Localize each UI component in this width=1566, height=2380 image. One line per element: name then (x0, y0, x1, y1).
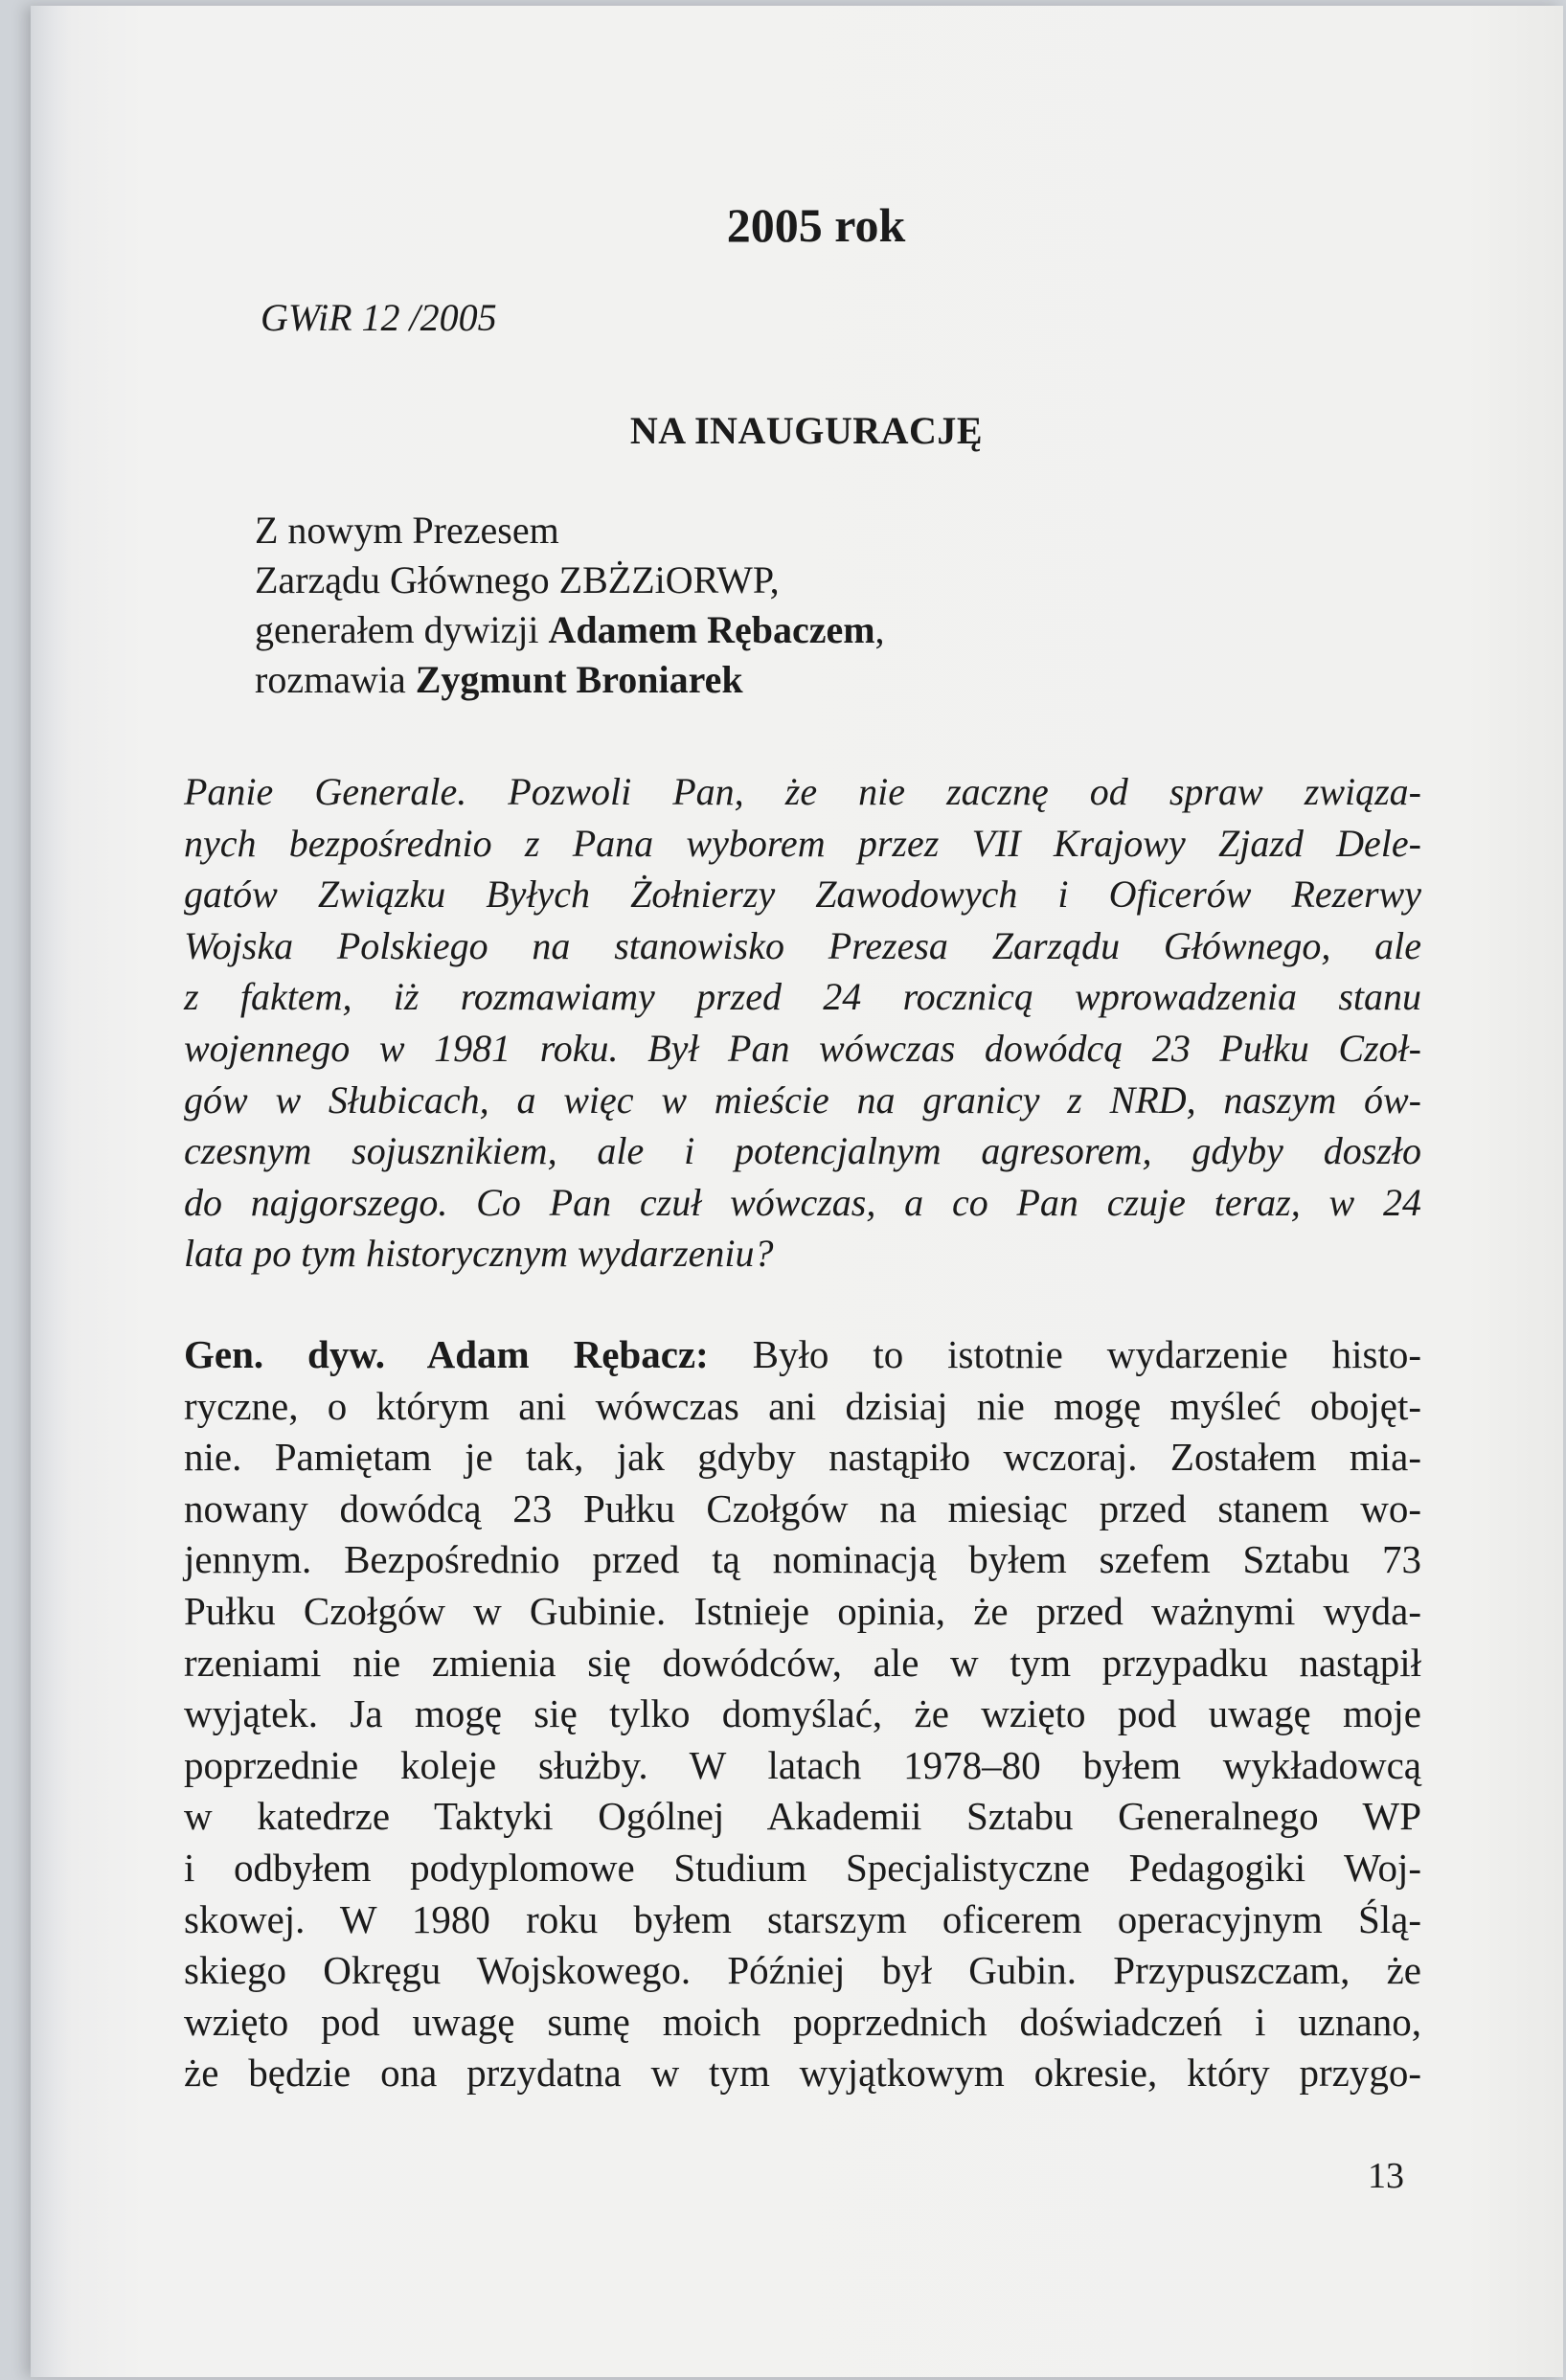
page-gutter-shadow (31, 6, 71, 2377)
intro-line: Zarządu Głównego ZBŻZiORWP, (255, 558, 780, 601)
intro-text: rozmawia (255, 658, 416, 701)
answer-line: skowej. W 1980 roku byłem starszym oficerem operacyjnym Ślą- (184, 1896, 1421, 1941)
answer-text: Było to istotnie wydarzenie histo- (752, 1332, 1422, 1376)
intro-line (255, 655, 885, 705)
question-line: wojennego w 1981 roku. Był Pan wówczas dowódcą 23 Pułku Czoł- (184, 1026, 1421, 1070)
interview-intro (255, 506, 885, 705)
page-number: 13 (1368, 2156, 1404, 2196)
answer-line: że będzie ona przydatna w tym wyjątkowym okresie, który przygo- (184, 2051, 1421, 2096)
question-line: Panie Generale. Pozwoli Pan, że nie zacznę od spraw związa- (184, 770, 1421, 813)
answer-line: ryczne, o którym ani wówczas ani dzisiaj nie mogę myśleć obojęt- (184, 1383, 1421, 1428)
question-line: gatów Związku Byłych Żołnierzy Zawodowych i Oficerów Rezerwy (184, 873, 1421, 917)
intro-line (255, 605, 885, 655)
question-line: z faktem, iż rozmawiamy przed 24 rocznicą wprowadzenia stanu (184, 975, 1421, 1019)
question-line: do najgorszego. Co Pan czuł wówczas, a co Pan czuje teraz, w 24 (184, 1180, 1421, 1224)
answer-line: i odbyłem podyplomowe Studium Specjalistyczne Pedagogiki Woj- (184, 1845, 1421, 1890)
question-paragraph (184, 766, 1421, 1280)
question-line: lata po tym historycznym wydarzeniu? (184, 1232, 774, 1276)
article-title: NA INAUGURACJĘ (629, 409, 984, 452)
answer-line (184, 1329, 1421, 1381)
answer-line: rzeniami nie zmienia się dowódców, ale w tym przypadku nastąpił (184, 1640, 1421, 1685)
interviewee-name: Adamem Rębaczem (548, 608, 875, 651)
answer-line: w katedrze Taktyki Ogólnej Akademii Sztabu Generalnego WP (184, 1794, 1421, 1839)
answer-line: skiego Okręgu Wojskowego. Później był Gubin. Przypuszczam, że (184, 1948, 1421, 1993)
intro-text: , (874, 608, 885, 651)
question-line: gów w Słubicach, a więc w mieście na granicy z NRD, naszym ów- (184, 1077, 1421, 1122)
speaker-name: Gen. dyw. Adam Rębacz: (184, 1332, 709, 1376)
answer-paragraph (184, 1329, 1421, 2099)
answer-line: wyjątek. Ja mogę się tylko domyślać, że wzięto pod uwagę moje (184, 1691, 1421, 1736)
source-reference: GWiR 12 /2005 (261, 296, 497, 339)
question-line: nych bezpośrednio z Pana wyborem przez VII Krajowy Zjazd Dele- (184, 821, 1421, 865)
answer-line: nie. Pamiętam je tak, jak gdyby nastąpiło wczoraj. Zostałem mia- (184, 1435, 1421, 1480)
answer-line: wzięto pod uwagę sumę moich poprzednich doświadczeń i uznano, (184, 1999, 1421, 2044)
year-heading: 2005 rok (726, 198, 906, 252)
answer-line: Pułku Czołgów w Gubinie. Istnieje opinia, że przed ważnymi wyda- (184, 1588, 1421, 1633)
book-page (31, 6, 1563, 2377)
question-line: Wojska Polskiego na stanowisko Prezesa Zarządu Głównego, ale (184, 923, 1421, 967)
intro-line: Z nowym Prezesem (255, 509, 559, 552)
question-line: czesnym sojusznikiem, ale i potencjalnym agresorem, gdyby doszło (184, 1129, 1421, 1173)
intro-text: generałem dywizji (255, 608, 549, 651)
answer-line: poprzednie koleje służby. W latach 1978–80 byłem wykładowcą (184, 1742, 1421, 1787)
answer-line: jennym. Bezpośrednio przed tą nominacją byłem szefem Sztabu 73 (184, 1537, 1421, 1582)
interviewer-name: Zygmunt Broniarek (415, 658, 743, 701)
answer-line: nowany dowódcą 23 Pułku Czołgów na miesiąc przed stanem wo- (184, 1485, 1421, 1530)
